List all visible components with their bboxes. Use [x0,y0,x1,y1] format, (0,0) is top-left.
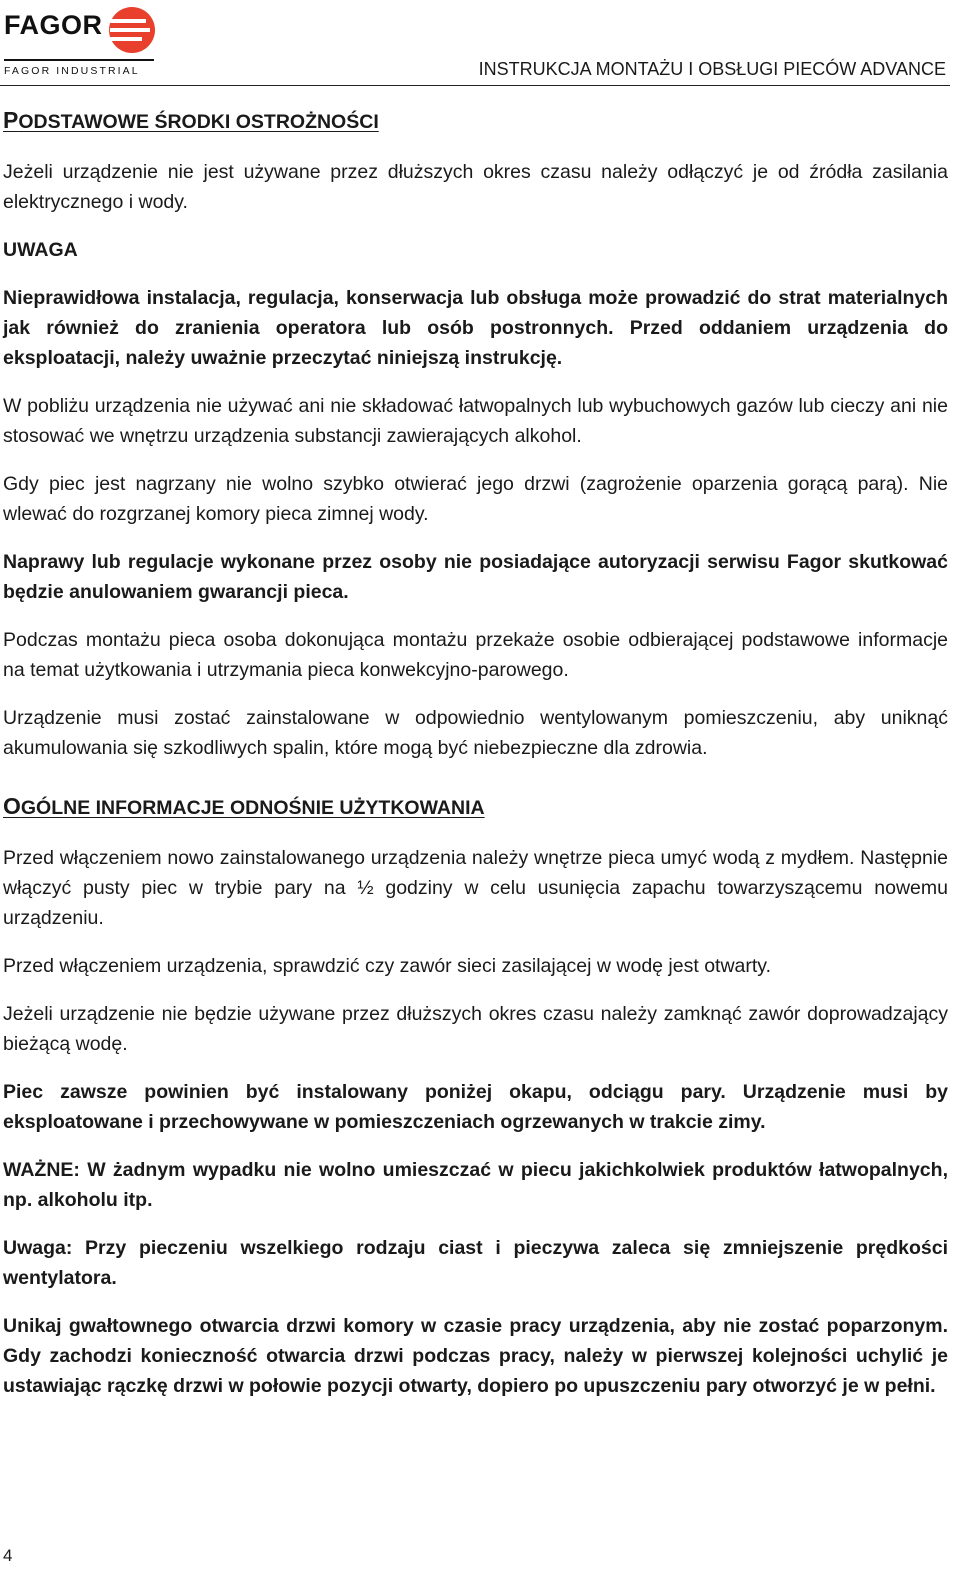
section-heading-usage [3,791,948,823]
paragraph: Nieprawidłowa instalacja, regulacja, konserwacja lub obsługa może prowadzić do strat materialnych jak również do zranienia operatora lub osób postronnych. Przed oddaniem urządzenia do eksploatacji, należy uważnie przeczytać niniejszą instrukcję. [3,287,948,369]
paragraph: Podczas montażu pieca osoba dokonująca montażu przekaże osobie odbierającej podstawowe informacje na temat użytkowania i utrzymania pieca konwekcyjno-parowego. [3,629,948,681]
fagor-logo [2,4,154,80]
paragraph: W pobliżu urządzenia nie używać ani nie składować łatwopalnych lub wybuchowych gazów lub cieczy ani nie stosować we wnętrzu urządzenia substancji zawierających alkohol. [3,395,948,447]
heading-text: ODSTAWOWE ŚRODKI OSTROŻNOŚCI [18,111,379,133]
paragraph: Piec zawsze powinien być instalowany poniżej okapu, odciągu pary. Urządzenie musi by eksploatowane i przechowywane w pomieszczeniach ogrzewanych w trakcie zimy. [3,1081,948,1133]
header-divider [0,85,950,86]
logo-rule [4,59,154,61]
document-title: INSTRUKCJA MONTAŻU I OBSŁUGI PIECÓW ADVANCE [478,59,946,79]
paragraph: WAŻNE: W żadnym wypadku nie wolno umieszczać w piecu jakichkolwiek produktów łatwopalnych, np. alkoholu itp. [3,1159,948,1211]
warning-label: UWAGA [3,239,78,261]
paragraph: Przed włączeniem urządzenia, sprawdzić czy zawór sieci zasilającej w wodę jest otwarty. [3,955,772,977]
paragraph: Jeżeli urządzenie nie jest używane przez dłuższych okres czasu należy odłączyć je od źródła zasilania elektrycznego i wody. [3,161,948,213]
heading-text: GÓLNE INFORMACJE ODNOŚNIE UŻYTKOWANIA [20,797,485,819]
heading-initial: P [3,107,19,133]
page-header [0,0,960,90]
heading-initial: O [3,793,21,819]
paragraph: Przed włączeniem nowo zainstalowanego urządzenia należy wnętrze pieca umyć wodą z mydłem. Następnie włączyć pusty piec w trybie pary na ½ godziny w celu usunięcia zapachu towarzyszącemu nowemu urządzeniu. [3,847,948,929]
logo-wordmark: FAGOR [4,10,103,40]
page-number: 4 [3,1546,13,1565]
logo-subtext: FAGOR INDUSTRIAL [4,65,140,77]
paragraph: Uwaga: Przy pieczeniu wszelkiego rodzaju ciast i pieczywa zaleca się zmniejszenie prędkości wentylatora. [3,1237,948,1289]
fagor-emblem-icon [108,6,156,54]
paragraph: Gdy piec jest nagrzany nie wolno szybko otwierać jego drzwi (zagrożenie oparzenia gorącą parą). Nie wlewać do rozgrzanej komory pieca zimnej wody. [3,473,948,525]
paragraph: Jeżeli urządzenie nie będzie używane przez dłuższych okres czasu należy zamknąć zawór doprowadzający bieżącą wodę. [3,1003,948,1055]
paragraph: Naprawy lub regulacje wykonane przez osoby nie posiadające autoryzacji serwisu Fagor skutkować będzie anulowaniem gwarancji pieca. [3,551,948,603]
paragraph: Urządzenie musi zostać zainstalowane w odpowiednio wentylowanym pomieszczeniu, aby uniknąć akumulowania się szkodliwych spalin, które mogą być niebezpieczne dla zdrowia. [3,707,948,759]
section-heading-safety [3,105,948,137]
paragraph: Unikaj gwałtownego otwarcia drzwi komory w czasie pracy urządzenia, aby nie zostać poparzonym. Gdy zachodzi konieczność otwarcia drzwi podczas pracy, należy w pierwszej kolejności uchylić je ustawiając rączkę drzwi w połowie pozycji otwarty, dopiero po upuszczeniu pary otworzyć je w pełni. [3,1315,948,1397]
document-body [3,105,948,1419]
